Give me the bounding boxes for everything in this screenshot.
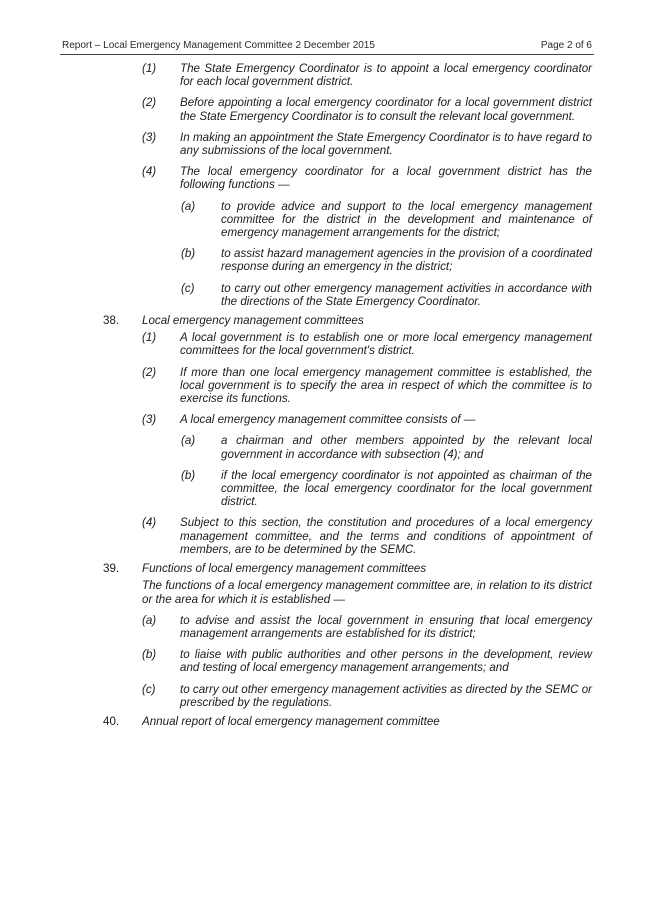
subsection [142, 331, 592, 358]
section-intro [142, 579, 592, 605]
subsection-text: Subject to this section, the constitution and procedures of a local emergency management committee, and the terms and conditions of appointment of members, are to be determined by the SEMC. [180, 516, 592, 556]
header-title: Report – Local Emergency Management Committee 2 December 2015 [62, 40, 375, 51]
paragraph [181, 468, 592, 509]
paragraph [181, 247, 592, 274]
subsection-number: (c) [142, 682, 156, 696]
page-header [60, 38, 594, 55]
subsection-text: The State Emergency Coordinator is to appoint a local emergency coordinator for each local government district. [180, 62, 592, 89]
paragraph [181, 434, 592, 461]
section-heading [103, 714, 592, 728]
subsection-text: The local emergency coordinator for a local government district has the following functions — [180, 165, 592, 192]
subsection-text: A local emergency management committee consists of — [180, 413, 476, 427]
paragraph-letter: (a) [181, 199, 196, 213]
subsection-number: (3) [142, 130, 157, 144]
page-number: Page 2 of 6 [540, 40, 592, 51]
subsection-number: (4) [142, 165, 157, 179]
paragraph-text: a chairman and other members appointed by the relevant local government in accordance with subsection (4); and [221, 434, 592, 461]
paragraph-letter: (b) [181, 247, 196, 261]
section-intro-text: The functions of a local emergency management committee are, in relation to its district or the area for which it is established — [142, 579, 592, 606]
paragraph [181, 199, 592, 240]
paragraph-text: if the local emergency coordinator is not appointed as chairman of the committee, the local emergency coordinator for the local government district. [221, 468, 592, 509]
subsection [142, 165, 592, 192]
section-title: Local emergency management committees [142, 314, 364, 328]
paragraph-text: to assist hazard management agencies in the provision of a coordinated response during an emergency in the district; [221, 247, 592, 274]
subsection [142, 365, 592, 406]
section-number: 38. [103, 314, 120, 328]
paragraph-letter: (c) [181, 281, 195, 295]
subsection-number: (3) [142, 413, 157, 427]
section-number: 40. [103, 714, 120, 728]
subsection [142, 613, 592, 640]
subsection-number: (2) [142, 365, 157, 379]
paragraph-text: to carry out other emergency management activities in accordance with the directions of the State Emergency Coordinator. [221, 281, 592, 308]
subsection-text: In making an appointment the State Emergency Coordinator is to have regard to any submissions of the local government. [180, 130, 592, 158]
subsection-text: to carry out other emergency management activities as directed by the SEMC or prescribed by the regulations. [180, 682, 592, 709]
subsection-text: to liaise with public authorities and other persons in the development, review and testing of local emergency management arrangements; and [180, 648, 592, 675]
subsection [142, 516, 592, 556]
subsection-number: (b) [142, 648, 157, 662]
paragraph-letter: (b) [181, 468, 196, 482]
section-heading [103, 314, 592, 328]
subsection-text: Before appointing a local emergency coordinator for a local government district the State Emergency Coordinator is to consult the relevant local government. [180, 96, 592, 123]
subsection-number: (1) [142, 331, 157, 345]
subsection-text: A local government is to establish one or more local emergency management committees for the local government's district. [180, 331, 592, 358]
subsection [142, 413, 592, 427]
section-number: 39. [103, 562, 120, 576]
paragraph [181, 281, 592, 308]
subsection [142, 130, 592, 158]
subsection-text: If more than one local emergency management committee is established, the local government is to specify the area in respect of which the committee is to exercise its functions. [180, 365, 592, 406]
paragraph-letter: (a) [181, 434, 196, 448]
subsection-number: (2) [142, 96, 157, 110]
section-title: Functions of local emergency management committees [142, 562, 427, 576]
subsection [142, 62, 592, 89]
subsection-number: (a) [142, 613, 157, 627]
subsection-text: to advise and assist the local government in ensuring that local emergency management arrangements are established for its district; [180, 613, 592, 640]
paragraph-text: to provide advice and support to the local emergency management committee for the district in the development and maintenance of emergency management arrangements for the district; [221, 199, 592, 240]
section-title: Annual report of local emergency management committee [142, 714, 440, 728]
document-body [0, 62, 652, 728]
subsection-number: (4) [142, 516, 157, 530]
subsection [142, 682, 592, 709]
subsection-number: (1) [142, 62, 157, 75]
section-heading [103, 562, 592, 576]
subsection [142, 648, 592, 675]
subsection [142, 96, 592, 123]
